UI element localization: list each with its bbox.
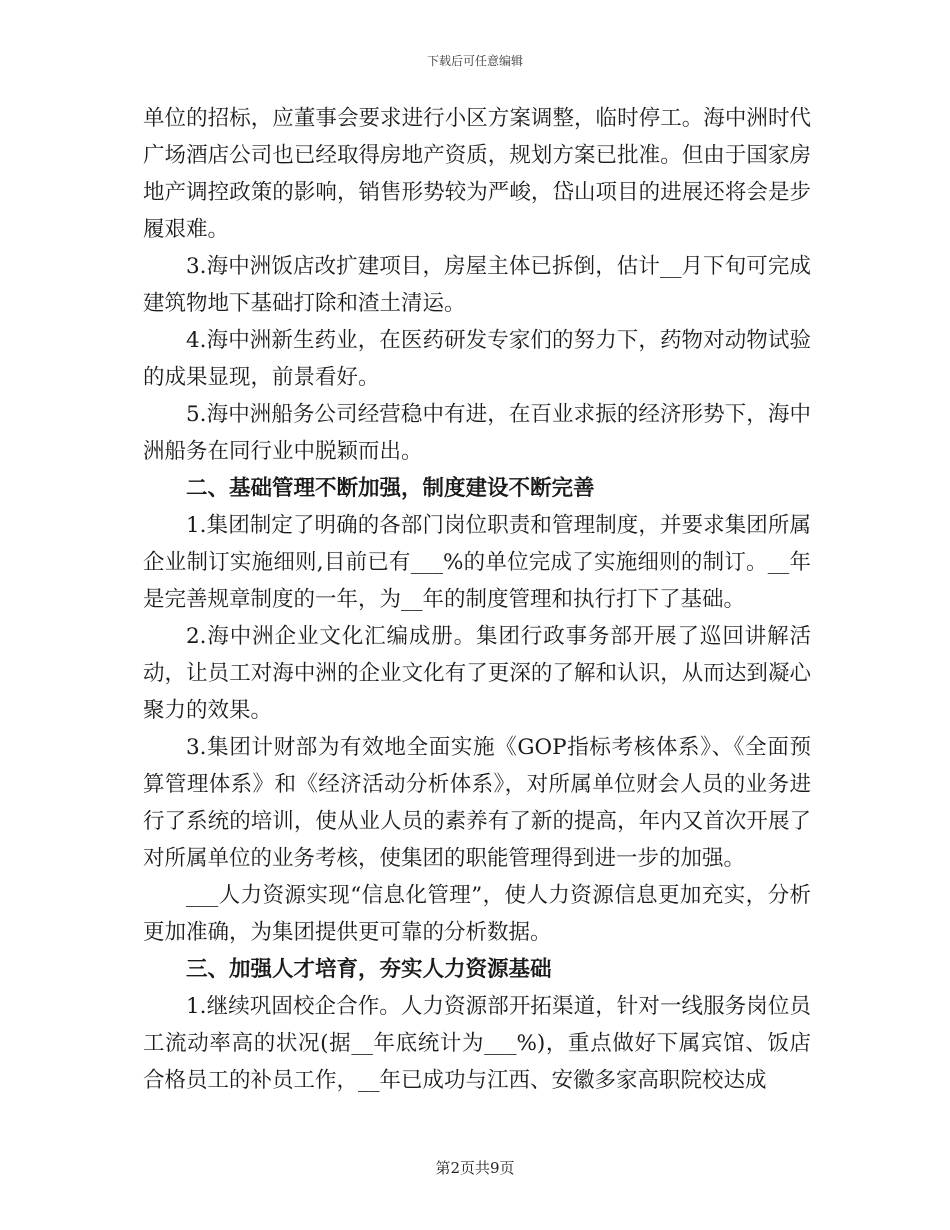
section-heading: 二、基础管理不断加强，制度建设不断完善 [186,476,595,501]
paragraph: 2.海中洲企业文化汇编成册。集团行政事务部开展了巡回讲解活动，让员工对海中洲的企业文化有了更深的了解和认识，从而达到凝心聚力的效果。 [143,624,811,723]
paragraph: 5.海中洲船务公司经营稳中有进，在百业求振的经济形势下，海中洲船务在同行业中脱颖而出。 [143,402,811,464]
section-heading: 三、加强人才培育，夯实人力资源基础 [186,957,552,982]
paragraph: 3.海中洲饭店改扩建项目，房屋主体已拆倒，估计__月下旬可完成建筑物地下基础打除和渣土清运。 [143,254,811,316]
paragraph: 1.集团制定了明确的各部门岗位职责和管理制度，并要求集团所属企业制订实施细则,目前已有___%的单位完成了实施细则的制订。__年是完善规章制度的一年，为__年的制度管理和执行打下了基础。 [143,513,811,612]
document-body [143,100,811,1099]
paragraph: ___人力资源实现“信息化管理”，使人力资源信息更加充实，分析更加准确，为集团提供更可靠的分析数据。 [143,883,811,945]
page-header: 下载后可任意编辑 [426,54,523,68]
paragraph: 1.继续巩固校企合作。人力资源部开拓渠道，针对一线服务岗位员工流动率高的状况(据__年底统计为___%)，重点做好下属宾馆、饭店合格员工的补员工作，__年已成功与江西、安徽多家高职院校达成 [143,994,811,1093]
paragraph: 4.海中洲新生药业，在医药研发专家们的努力下，药物对动物试验的成果显现，前景看好。 [143,328,811,390]
page-footer: 第2页共9页 [435,1159,515,1177]
paragraph: 3.集团计财部为有效地全面实施《GOP指标考核体系》、《全面预算管理体系》和《经济活动分析体系》，对所属单位财会人员的业务进行了系统的培训，使从业人员的素养有了新的提高，年内又首次开展了对所属单位的业务考核，使集团的职能管理得到进一步的加强。 [143,735,811,871]
paragraph: 单位的招标，应董事会要求进行小区方案调整，临时停工。海中洲时代广场酒店公司也已经取得房地产资质，规划方案已批准。但由于国家房地产调控政策的影响，销售形势较为严峻，岱山项目的进展还将会是步履艰难。 [143,106,811,242]
